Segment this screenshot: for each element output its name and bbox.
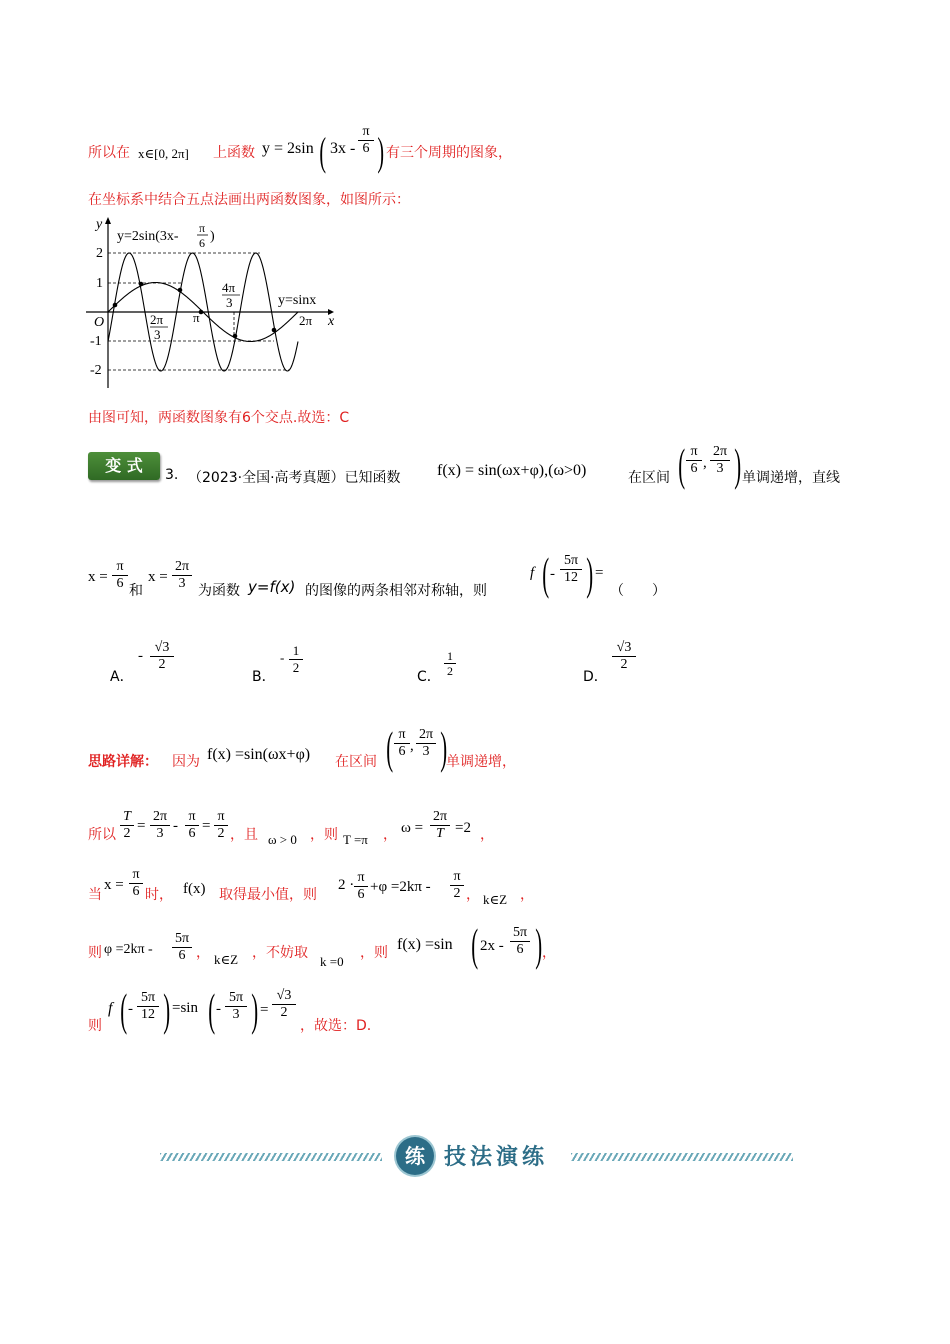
paren-right: ) [734, 439, 742, 490]
label-x: x [328, 314, 335, 329]
v2-x1: x = [88, 569, 108, 585]
option-d-frac: $\frac{√3}{2}$ [612, 640, 636, 673]
v2-q-frac: $\frac{5\pi}{12}$ [560, 553, 582, 586]
s1-func: f(x) =sin(ωx+φ) [207, 746, 311, 763]
s2-frac-2pi3: $\frac{2\pi}{3}$ [150, 809, 170, 842]
f1-label: y=2sin(3x- [117, 229, 179, 244]
s3-eq2: +φ =2kπ - [370, 879, 431, 895]
v2-x1-frac: $\frac{\pi}{6}$ [112, 559, 128, 592]
paren-left: ( [120, 984, 128, 1035]
paren-left: ( [678, 439, 686, 490]
f1-close: ) [210, 229, 215, 244]
s4-k: k∈Z [214, 952, 239, 967]
s4-frac2: $\frac{5\pi}{6}$ [510, 925, 530, 958]
tick-x-4pi3-num: 4π [222, 280, 236, 295]
paren-right: ) [251, 984, 259, 1035]
y-axis-arrow [105, 217, 111, 224]
tick-y-1: 1 [96, 276, 103, 291]
s3-f: f(x) [183, 881, 206, 897]
s5-result: $\frac{√3}{2}$ [272, 988, 296, 1021]
paren-left: ( [386, 722, 394, 773]
f1-pi: π [199, 221, 206, 235]
s2-a: 所以 [88, 827, 116, 843]
paren-left: ( [319, 129, 326, 174]
comma: , [703, 455, 707, 471]
line1-domain: x∈[0, 2π] [138, 146, 189, 161]
interval-b: $\frac{2\pi}{3}$ [710, 444, 730, 477]
paren-right: ) [377, 129, 384, 174]
tick-y-neg2: -2 [90, 363, 102, 378]
v2-and: 和 [129, 583, 143, 599]
s3-b: 取得最小值，则 [219, 887, 317, 903]
s2-Tpi: T =π [343, 832, 368, 847]
variant-interval-text: 在区间 [628, 470, 670, 486]
minus: - [128, 1001, 133, 1017]
s1-b: 在区间 [335, 754, 377, 770]
s2-then: ，则 [310, 827, 338, 843]
conclusion: 由图可知，两函数图象有6个交点.故选：C [88, 410, 350, 426]
line1-arg: 3x - [330, 140, 356, 157]
s3-frac2: $\frac{\pi}{6}$ [354, 870, 368, 903]
tick-y-neg1: -1 [90, 334, 102, 349]
line1-suffix: 有三个周期的图象， [386, 145, 512, 161]
s5-b: ，故选：D. [300, 1018, 372, 1034]
variant-after: 单调递增，直线 [742, 470, 840, 486]
s2-frac-pi6: $\frac{\pi}{6}$ [185, 809, 199, 842]
s2-eq2: = [202, 818, 211, 834]
solution-label: 思路详解： [88, 754, 158, 770]
line1-frac: $\frac{\pi}{6}$ [358, 124, 374, 157]
s4-a: 则 [88, 945, 102, 961]
s1-c: 单调递增， [446, 754, 516, 770]
s2-eq1: = [137, 818, 146, 834]
v2-text: 为函数 [198, 583, 240, 599]
s4-f: f(x) =sin [397, 936, 453, 953]
label-y: y [96, 217, 103, 232]
s4-end: ， [542, 945, 556, 961]
s5-a: 则 [88, 1018, 102, 1034]
s4-b: ，不妨取 [252, 945, 308, 961]
variant-func: f(x) = sin(ωx+φ),(ω>0) [437, 462, 587, 479]
line2-text: 在坐标系中结合五点法画出两函数图象，如图所示： [88, 192, 410, 208]
v2-eq: = [595, 565, 604, 581]
line1-prefix: 所以在 [88, 145, 130, 161]
variant-source: （2023·全国·高考真题）已知函数 [188, 470, 401, 486]
tick-x-2pi: 2π [299, 313, 313, 328]
interval-a: $\frac{\pi}{6}$ [686, 444, 702, 477]
paren-left: ( [471, 919, 479, 970]
s2-comma: ， [383, 827, 397, 843]
eq: = [260, 1002, 269, 1018]
minus: - [550, 566, 555, 582]
v2-x2: x = [148, 569, 168, 585]
paren-left: ( [542, 548, 550, 599]
s4-arg: 2x - [480, 938, 504, 954]
comma: , [410, 738, 414, 754]
s2-omega-res: =2 [455, 820, 471, 836]
s3-k: k∈Z [483, 892, 508, 907]
tick-x-pi: π [193, 310, 200, 325]
s5-sin: =sin [172, 1000, 198, 1016]
s5-frac2: $\frac{5\pi}{3}$ [225, 990, 247, 1023]
tick-y-2: 2 [96, 246, 103, 261]
option-c-frac: $\frac{1}{2}$ [444, 649, 456, 678]
f2-label: y=sinx [278, 293, 317, 308]
s4-k0: k =0 [320, 954, 344, 969]
s4-comma: ， [196, 945, 210, 961]
s4-phi: φ =2kπ - [104, 942, 153, 957]
tick-x-4pi3-den: 3 [226, 295, 233, 310]
s2-end: ， [480, 827, 494, 843]
s1-interval-a: $\frac{\pi}{6}$ [394, 727, 410, 760]
s3-frac3: $\frac{\pi}{2}$ [450, 869, 464, 902]
option-a-letter[interactable]: A． [110, 669, 134, 685]
function-graph-figure [84, 212, 344, 392]
s3-eq: 2 · [338, 877, 355, 893]
minus: - [216, 1001, 221, 1017]
line1-func: y = 2sin [262, 140, 314, 157]
s3-end: ， [520, 887, 534, 903]
s2-frac-pi2: $\frac{\pi}{2}$ [214, 809, 228, 842]
footer-title: 技法演练 [444, 1145, 549, 1170]
paren-left: ( [208, 984, 216, 1035]
option-a-frac: $\frac{√3}{2}$ [150, 640, 174, 673]
option-d-letter[interactable]: D． [583, 669, 608, 685]
v2-x2-frac: $\frac{2\pi}{3}$ [172, 559, 192, 592]
label-origin: O [94, 315, 105, 330]
s3-x: x = [104, 877, 124, 893]
s2-omega-eq: ω = [401, 820, 424, 836]
v2-q-f: f [530, 565, 535, 581]
v2-text2: 的图像的两条相邻对称轴，则 [305, 583, 487, 599]
option-b-frac: $\frac{1}{2}$ [289, 643, 303, 676]
s3-when: 时， [145, 887, 173, 903]
s5-f: f [108, 1000, 113, 1017]
option-c-letter[interactable]: C． [417, 669, 441, 685]
footer-badge: 练 [396, 1137, 434, 1175]
s2-frac-2piT: $\frac{2\pi}{T}$ [430, 809, 450, 842]
s2-and: ，且 [230, 827, 258, 843]
variant-badge: 变 式 [88, 452, 160, 480]
paren-right: ) [586, 548, 594, 599]
option-a-sign: - [138, 648, 143, 664]
s5-frac1: $\frac{5\pi}{12}$ [137, 990, 159, 1023]
footer-stripe-left [160, 1153, 382, 1161]
s4-frac: $\frac{5\pi}{6}$ [172, 931, 192, 964]
v2-blank: （ ） [610, 583, 666, 599]
s3-comma: ， [466, 887, 480, 903]
v2-func: y=f(x) [248, 578, 296, 596]
paren-right: ) [440, 722, 448, 773]
tick-x-2pi3-num: 2π [150, 312, 164, 327]
s2-minus: - [173, 818, 178, 834]
s4-c: ，则 [360, 945, 388, 961]
s3-a: 当 [88, 887, 102, 903]
s2-omega: ω > 0 [268, 832, 297, 847]
paren-right: ) [163, 984, 171, 1035]
f1-den: 6 [199, 236, 205, 250]
s3-frac-pi6: $\frac{\pi}{6}$ [129, 867, 143, 900]
option-b-letter[interactable]: B． [252, 669, 276, 685]
variant-number: 3. [165, 467, 179, 483]
tick-x-2pi3-den: 3 [154, 327, 161, 342]
option-b-sign: - [280, 650, 285, 665]
footer-stripe-right [571, 1153, 793, 1161]
s1-interval-b: $\frac{2\pi}{3}$ [416, 727, 436, 760]
s1-a: 因为 [172, 754, 200, 770]
paren-right: ) [535, 919, 543, 970]
line1-mid: 上函数 [213, 145, 255, 161]
s2-T2: $\frac{T}{2}$ [120, 809, 134, 842]
